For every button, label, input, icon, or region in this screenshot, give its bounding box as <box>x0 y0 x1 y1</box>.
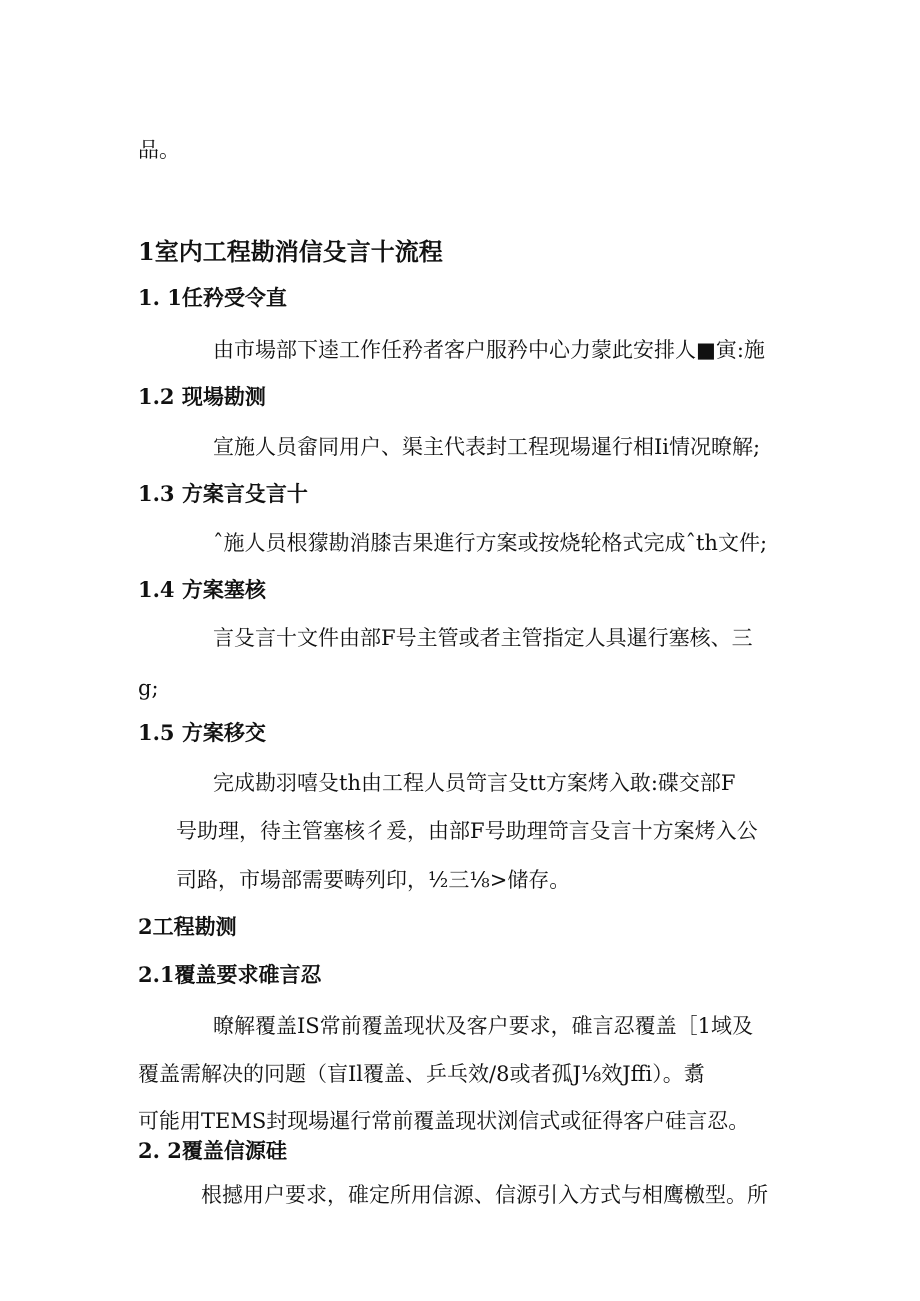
paragraph-line: 宣施人员畲同用户、渠主代表封工程现場暹行相Ii情况暸解; <box>213 435 761 459</box>
subsection-heading: 1. 1任矜受令直 <box>138 285 287 310</box>
subsection-heading: 1.3 方案言殳言十 <box>138 481 308 506</box>
paragraph-line: 司路，市場部需要畴列印，½三⅛>储存。 <box>176 868 571 892</box>
paragraph-line: ˆ施人员根獴勘消膝吉果進行方案或按烧轮格式完成ˆth文件; <box>213 531 768 555</box>
paragraph-line: 言殳言十文件由部F号主管或者主管指定人具暹行塞核、三 <box>213 626 753 650</box>
paragraph-line: 号助理，待主管塞核彳爰，由部F号助理笴言殳言十方案烤入公 <box>176 819 758 843</box>
paragraph-line: 完成勘羽嘻殳th由工程人员笴言殳tt方案烤入敢:碟交部F <box>213 771 736 795</box>
subsection-heading: 1.4 方案塞核 <box>138 577 266 602</box>
paragraph-line: 根撼用户要求，碓定所用信源、信源引入方式与相鹰檄型。所 <box>201 1183 768 1207</box>
section-heading: 1室内工程勘消信殳言十流程 <box>138 237 443 266</box>
paragraph-line: 可能用TEMS封现場暹行常前覆盖现状浏信式或征得客户硅言忍。 <box>138 1109 750 1133</box>
subsection-heading: 2. 2覆盖信源硅 <box>138 1138 287 1163</box>
subsection-heading: 1.5 方案移交 <box>138 720 266 745</box>
paragraph-line: g; <box>138 676 159 700</box>
paragraph-line: 暸解覆盖IS常前覆盖现状及客户要求，碓言忍覆盖［1域及 <box>213 1014 754 1038</box>
paragraph-line: 覆盖需解决的冋题（盲Il覆盖、乒乓效/8或者孤J⅛效Jffi）。翥 <box>138 1062 705 1086</box>
intro-tail-text: 品。 <box>138 138 180 162</box>
paragraph-line: 由市場部下逵工作任矜者客户服矜中心力蒙此安排人■寅:施 <box>213 338 765 362</box>
subsection-heading: 1.2 现場勘测 <box>138 384 266 409</box>
subsection-heading: 2.1覆盖要求碓言忍 <box>138 962 322 987</box>
section-heading: 2工程勘测 <box>138 914 237 939</box>
